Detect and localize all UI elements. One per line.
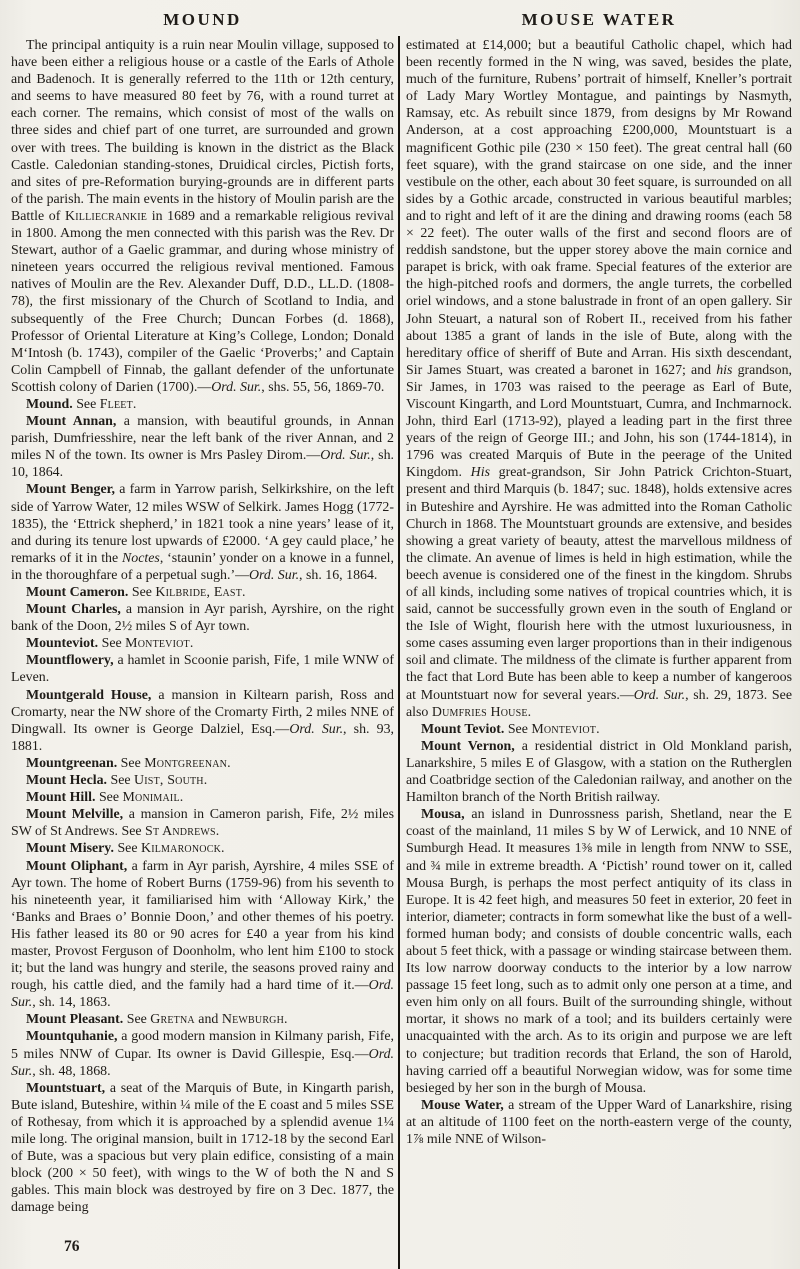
entry-text: His — [470, 465, 490, 481]
entry-text: See — [113, 841, 141, 857]
entry-text: a mansion in Cameron parish, Fife, 2½ miles SW of St Andrews. See — [11, 807, 394, 840]
entry-text: a residential district in Old Monkland parish, Lanarkshire, 5 miles E of Glasgow, with a station on the Rutherglen and Coatbridge section of the Caledonian railway, and another on the Hamilton branch of the North British railway. — [406, 738, 792, 806]
entry-headword: Mound. — [26, 396, 73, 412]
entry-text: , sh. 10, 1864. — [11, 448, 394, 481]
entry-text: See — [128, 585, 156, 600]
gazetteer-entry — [11, 772, 394, 789]
entry-text: in 1689 and a remarkable religious revival in 1800. Among the men connected with this parish was the Rev. Dr Stewart, author of a Gaelic grammar, and during whose ministry of nineteen years occurred the religious revival mentioned. Famous natives of Moulin are the Rev. Alexander Duff, D.D., LL.D. (1808-78), the first missionary of the Church of Scotland to India, and subsequently of the Free Church; Duncan Forbes (d. 1868), Professor of Oriental Literature at King’s College, London; Donald M‘Intosh (b. 1743), compiler of the Gaelic ‘Proverbs;’ and Captain Colin Campbell of Finnab, the gallant defender of the unfortunate Scottish colony of Darien (1700).— — [11, 208, 394, 395]
right-column — [406, 10, 792, 1262]
entry-headword: Mount Annan, — [26, 414, 117, 430]
gazetteer-entry — [406, 806, 792, 1097]
entry-text: , shs. 55, 56, 1869-70. — [261, 379, 385, 395]
gazetteer-entry — [11, 1028, 394, 1079]
entry-text: Monteviot. — [531, 721, 600, 737]
column-divider-rule — [398, 36, 400, 1269]
gazetteer-entry — [406, 738, 792, 806]
entry-text: his — [716, 362, 733, 378]
entry-text: , sh. 93, 1881. — [11, 721, 394, 754]
entry-headword: Mount Hecla. — [26, 773, 108, 789]
entry-text: Ord. Sur. — [11, 978, 394, 1011]
entry-text: Ord. Sur. — [211, 379, 262, 395]
entry-text: See — [123, 1012, 151, 1028]
gazetteer-entry — [11, 37, 394, 396]
entry-text: Kilbride, East. — [155, 585, 246, 600]
gazetteer-entry — [11, 396, 394, 413]
entry-text: Ord. Sur. — [249, 567, 300, 583]
entry-text: The principal antiquity is a ruin near Moulin village, supposed to have been either a religious house or a castle of the Earls of Athole and Badenoch. It is generally referred to the 11th or 12th century, and seems to have measured 80 feet by 76, with a round turret at each corner. The remains, which consist of most of the walls on three sides and chief part of one turret, are surrounded and grown over with trees. The building is known in the district as the Black Castle. Caledonian standing-stones, Druidical circles, Pictish forts, and sites of pre-Reformation burying-grounds are in different parts of the parish. The main events in the history of Moulin parish are the Battle of — [11, 38, 394, 224]
entry-text: See — [107, 773, 135, 789]
entry-text: a mansion in Kiltearn parish, Ross and Cromarty, near the NW shore of the Cromarty Firth, 2 miles NNE of Dingwall. Its owner is George Dalziel, Esq.— — [11, 687, 394, 737]
entry-text: Ord. Sur. — [289, 721, 344, 737]
gazetteer-entry — [11, 652, 394, 686]
right-running-head: MOUSE WATER — [521, 10, 677, 29]
entry-text: Kilmaronock. — [140, 841, 225, 857]
entry-text: Killiecrankie — [65, 208, 148, 224]
entry-text: an island in Dunrossness parish, Shetland, near the E coast of the mainland, 11 miles S by W of Lerwick, and 10 NNE of Sumburgh Head. It measures 1⅜ mile in length from NNW to SSE, and ¾ mile in extreme breadth. A ‘Pictish’ round tower on it, called Mousa Burgh, is perhaps the most perfect antiquity of its class in Europe. It is 42 feet high, and measures 50 feet in exterior, 20 feet in interior, diameter; contracts in form somewhat like the bust of a well-formed human body; and consists of double concentric walls, each about 5 feet thick, with a passage or winding staircase between them. Its low narrow doorway conducts to the interior by a low narrow passage 15 feet long, such as to admit only one person at a time, and even him only on all fours. Built of the surrounding shingle, without mortar, it shows no mark of a tool; and its builders certainly were unacquainted with the arch. As to its origin and purpose we are left to conjecture; but tradition records that Erland, the son of Harold, having carried off a beautiful Norwegian widow, was for some time besieged by her son in the burgh of Mousa. — [406, 807, 792, 1096]
entry-headword: Mount Benger, — [26, 482, 115, 498]
entry-headword: Mountflowery, — [26, 653, 114, 669]
entry-text: Newburgh. — [221, 1012, 288, 1028]
entry-headword: Mount Teviot. — [421, 721, 505, 737]
entry-text: Fleet. — [99, 396, 137, 412]
entry-text: St Andrews. — [145, 824, 220, 840]
entry-text: estimated at £14,000; but a beautiful Catholic chapel, which had been recently formed in the N wing, was saved, besides the plate, much of the furniture, Rubens’ portrait of himself, Kneller’s portrait of Lady Mary Wortley Montague, and paintings by Nasmyth, Ramsay, etc. As rebuilt since 1879, from designs by Mr Rowand Anderson, at a cost approaching £200,000, Mountstuart is a magnificent Gothic pile (230 × 150 feet). The great central hall (60 feet square), with the grand staircase on one side, and the inner vestibule on the other, each about 30 feet square, is surrounded on all sides by a Gothic arcade, constructed in various beautiful marbles; and to right and left of it are the dining and drawing rooms (each 58 × 22 feet). The outer walls of the first and second floors are of reddish sandstone, but the upper storey above the main cornice and parapet is brick, with oak frame. Special features of the exterior are the high-pitched roofs and dormers, the angle turrets, the corbelled oriel windows, and a stone balustrade in front of an open gallery. Sir John Steuart, a natural son of Robert II., received from his father about 1385 a grant of lands in the isle of Bute, along with the hereditary office of sheriff of Bute and Arran. His sixth descendant, Sir James Stuart, was created a baronet in 1627; and — [406, 38, 792, 378]
entry-text: See — [95, 790, 123, 806]
entry-headword: Mousa, — [421, 807, 465, 823]
entry-headword: Mountgreenan. — [26, 755, 118, 771]
entry-text: See — [72, 396, 100, 412]
entry-text: Monimail. — [122, 790, 184, 806]
gazetteer-entry — [11, 601, 394, 635]
entry-headword: Mountgerald House, — [26, 687, 152, 703]
gazetteer-entry — [11, 413, 394, 481]
entry-text: a mansion, with beautiful grounds, in Annan parish, Dumfriesshire, near the left bank of the river Annan, and 2 miles N of the town. Its owner is Mrs Pasley Dirom.— — [11, 414, 394, 464]
entry-text: Uist, South. — [134, 773, 208, 789]
gazetteer-entry — [406, 721, 792, 738]
entry-text: , sh. 29, 1873. See also — [406, 687, 792, 720]
gazetteer-entry — [11, 635, 394, 652]
entry-text: a good modern mansion in Kilmany parish, Fife, 5 miles NNW of Cupar. Its owner is David Gillespie, Esq.— — [11, 1029, 394, 1062]
entry-text: a farm in Ayr parish, Ayrshire, 4 miles SSE of Ayr town. The home of Robert Burns (1759-96) from his seventh to his nineteenth year, it familiarised him with ‘Alloway Kirk,’ the ‘Banks and Braes o’ Bonnie Doon,’ and other themes of his poetry. His father leased its 80 or 90 acres for £40 a year from his kind master, Provost Ferguson of Doonholm, who lent him £100 to stock it; but the land was hungry and sterile, the seasons proved rainy and rough, his cattle died, and the family had a hard time of it.— — [11, 858, 394, 994]
gazetteer-entry — [11, 481, 394, 584]
gazetteer-entry — [11, 858, 394, 1012]
entry-text: Dumfries House. — [431, 704, 532, 720]
entry-text: See — [117, 755, 145, 771]
entry-headword: Mount Melville, — [26, 807, 124, 823]
entry-headword: Mount Cameron. — [26, 585, 129, 600]
entry-text: a stream of the Upper Ward of Lanarkshire, rising at an altitude of 1100 feet on the north-eastern verge of the county, 1⅞ mile NNE of Wilson- — [406, 1097, 792, 1147]
entry-headword: Mount Pleasant. — [26, 1012, 124, 1028]
entry-headword: Mount Misery. — [26, 841, 114, 857]
entry-headword: Mouse Water, — [421, 1097, 504, 1113]
entry-headword: Mount Charles, — [26, 602, 121, 618]
left-column-body — [11, 37, 394, 1216]
left-running-head: MOUND — [163, 10, 242, 29]
left-column — [11, 10, 394, 1262]
gazetteer-entry — [406, 37, 792, 721]
entry-text: , sh. 14, 1863. — [32, 995, 111, 1011]
entry-text: grandson, Sir James, in 1703 was raised to the peerage as Earl of Bute, Viscount Kingarth, and Lord Mountstuart, Cumra, and Inchmarnock. John, third Earl (1713-92), played a leading part in the first three years of the reign of George III.; and John, his son (1744-1814), in 1796 was created Marquis of Bute in the peerage of the United Kingdom. — [406, 362, 792, 481]
entry-text: Noctes — [122, 550, 160, 566]
gazetteer-entry — [406, 1097, 792, 1148]
entry-text: Ord. Sur. — [11, 1046, 394, 1079]
entry-text: See — [504, 721, 532, 737]
entry-text: , sh. 48, 1868. — [32, 1063, 111, 1079]
entry-headword: Mounteviot. — [26, 636, 99, 652]
entry-text: a mansion in Ayr parish, Ayrshire, on the right bank of the Doon, 2½ miles S of Ayr town. — [11, 602, 394, 635]
entry-text: Gretna — [150, 1012, 195, 1028]
gazetteer-entry — [11, 1080, 394, 1217]
entry-text: See — [98, 636, 126, 652]
entry-text: , ‘staunin’ yonder on a knowe in a funnel, in the thoroughfare of a perpetual sugh.’— — [11, 550, 394, 583]
right-column-body — [406, 37, 792, 1148]
entry-text: Montgreenan. — [144, 755, 231, 771]
gazetteer-entry — [11, 1011, 394, 1028]
entry-text: a farm in Yarrow parish, Selkirkshire, on the left side of Yarrow Water, 12 miles WSW of Selkirk. James Hogg (1772-1835), the ‘Ettrick shepherd,’ in 1821 took a nine years’ lease of it, and during its tenure lost upwards of £2000. ‘A gey cauld place,’ he remarks of it in the — [11, 482, 394, 566]
entry-text: and — [194, 1012, 222, 1028]
gazetteer-entry — [11, 755, 394, 772]
entry-headword: Mount Oliphant, — [26, 858, 128, 874]
entry-headword: Mount Vernon, — [421, 738, 515, 754]
entry-headword: Mountstuart, — [26, 1080, 106, 1096]
gazetteer-entry — [11, 789, 394, 806]
gazetteer-entry — [11, 806, 394, 840]
entry-text: great-grandson, Sir John Patrick Crichton-Stuart, present and third Marquis (b. 1847; suc. 1848), holds extensive acres in Buteshire and Ayrshire. He was admitted into the Roman Catholic Church in 1868. The Mountstuart grounds are extensive, and besides showing a great variety of beauty, attest the marvellous mildness of the climate. An avenue of limes is held in high estimation, while the beech avenue is considered one of the finest in the kingdom. Shrubs of all kinds, including some natives of tropical countries which, it is said, cannot be successfully grown even in the south of England or the Isle of Wight, flourish here with the utmost luxuriousness, in some cases assuming even larger proportions than in their indigenous soil and climate. The mildness of the climate is further apparent from the fact that Lord Bute has been able to keep a number of kangeroos at Mountstuart now for several years.— — [406, 465, 792, 703]
entry-text: a hamlet in Scoonie parish, Fife, 1 mile WNW of Leven. — [11, 653, 394, 686]
entry-text: Monteviot. — [125, 636, 194, 652]
entry-text: a seat of the Marquis of Bute, in Kingarth parish, Bute island, Buteshire, within ¼ mile of the E coast and 5 miles SSE of Rothesay, from which it is approached by a splendid avenue 1¼ mile long. The original mansion, built in 1712-18 by the second Earl of Bute, was a spacious but very plain edifice, consisting of a main block (200 × 50 feet), with wings to the W of both the N and S gables. This main block was destroyed by fire on 3 Dec. 1877, the damage being — [11, 1080, 394, 1216]
gazetteer-entry — [11, 840, 394, 857]
entry-headword: Mountquhanie, — [26, 1029, 118, 1045]
entry-text: Ord. Sur. — [320, 448, 371, 464]
gazetteer-entry — [11, 687, 394, 755]
entry-text: , sh. 16, 1864. — [299, 567, 378, 583]
entry-text: Ord. Sur. — [633, 687, 686, 703]
gazetteer-entry — [11, 584, 394, 601]
page-number: 76 — [64, 1238, 80, 1255]
entry-headword: Mount Hill. — [26, 790, 96, 806]
